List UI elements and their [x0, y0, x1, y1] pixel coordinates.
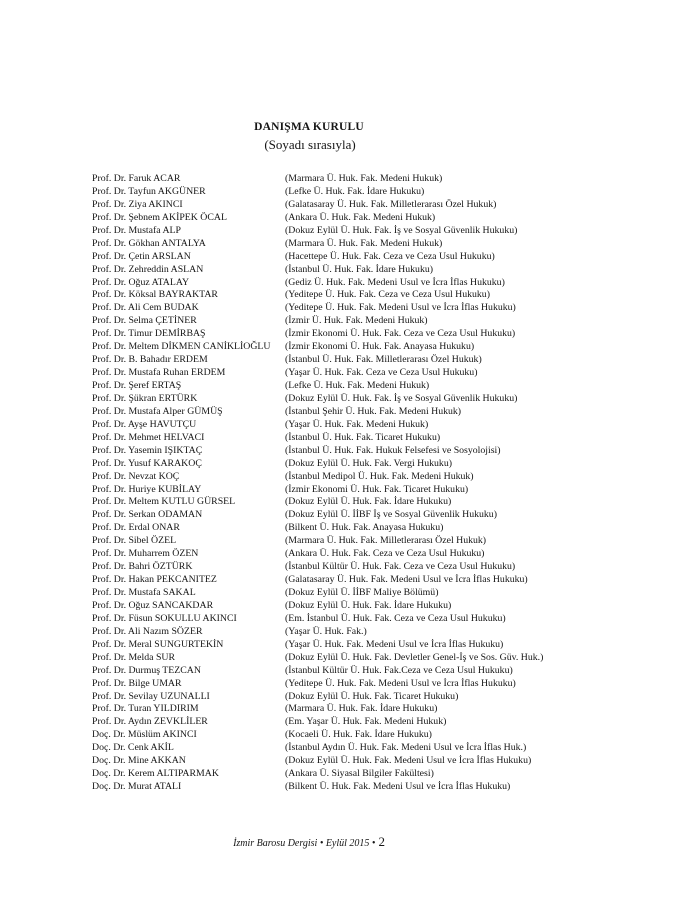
member-name: Prof. Dr. Mehmet HELVACI: [92, 431, 205, 443]
member-name: Prof. Dr. Ziya AKINCI: [92, 198, 183, 210]
member-name: Prof. Dr. Mustafa SAKAL: [92, 587, 196, 598]
member-name: Prof. Dr. Oğuz ATALAY: [92, 276, 190, 288]
member-name: Prof. Dr. Şükran ERTÜRK: [92, 392, 198, 404]
member-name: Doç. Dr. Müslüm AKINCI: [92, 729, 197, 741]
member-name: Prof. Dr. Aydın ZEVKLİLER: [92, 716, 208, 728]
member-name: Prof. Dr. Meral SUNGURTEKİN: [92, 638, 224, 650]
member-row: [92, 419, 552, 432]
member-row: [92, 703, 552, 716]
member-row: [92, 186, 552, 199]
member-name: Prof. Dr. Meltem KUTLU GÜRSEL: [92, 496, 236, 508]
member-name: Prof. Dr. Bahri ÖZTÜRK: [92, 561, 193, 573]
member-affiliation: (Hacettepe Ü. Huk. Fak. Ceza ve Ceza Usul Hukuku): [285, 250, 495, 262]
member-affiliation: (Dokuz Eylül Ü. İİBF İş ve Sosyal Güvenlik Hukuku): [285, 509, 497, 521]
member-name: Prof. Dr. Mustafa ALP: [92, 224, 181, 236]
member-row: [92, 458, 552, 471]
member-affiliation: (Dokuz Eylül Ü. Huk. Fak. İş ve Sosyal Güvenlik Hukuku): [285, 392, 518, 404]
member-name: Prof. Dr. Erdal ONAR: [92, 522, 180, 534]
member-name: Prof. Dr. Zehreddin ASLAN: [92, 263, 204, 275]
member-affiliation: (İzmir Ü. Huk. Fak. Medeni Hukuk): [285, 315, 428, 327]
member-row: [92, 341, 552, 354]
member-affiliation: (Ankara Ü. Siyasal Bilgiler Fakültesi): [285, 768, 434, 780]
member-row: [92, 626, 552, 639]
member-row: [92, 445, 552, 458]
member-name: Prof. Dr. Şeref ERTAŞ: [92, 380, 182, 391]
member-row: [92, 665, 552, 678]
member-row: [92, 225, 552, 238]
page-number: 2: [378, 834, 385, 849]
member-name: Prof. Dr. Mustafa Ruhan ERDEM: [92, 367, 226, 379]
member-name: Prof. Dr. Çetin ARSLAN: [92, 250, 191, 262]
member-affiliation: (İzmir Ekonomi Ü. Huk. Fak. Ceza ve Ceza Usul Hukuku): [285, 328, 516, 340]
member-affiliation: (İstanbul Medipol Ü. Huk. Fak. Medeni Hukuk): [285, 470, 474, 482]
member-affiliation: (Marmara Ü. Huk. Fak. Milletlerarası Özel Hukuk): [285, 535, 487, 547]
member-row: [92, 354, 552, 367]
member-affiliation: (Dokuz Eylül Ü. Huk. Fak. Medeni Usul ve İcra İflas Hukuku): [285, 755, 532, 767]
member-row: [92, 716, 552, 729]
member-name: Prof. Dr. Tayfun AKGÜNER: [92, 185, 206, 197]
member-row: [92, 691, 552, 704]
member-affiliation: (İstanbul Kültür Ü. Huk. Fak.Ceza ve Ceza Usul Hukuku): [285, 664, 513, 676]
member-row: [92, 574, 552, 587]
member-affiliation: (Yeditepe Ü. Huk. Fak. Medeni Usul ve İcra İflas Hukuku): [285, 677, 516, 689]
member-affiliation: (Galatasaray Ü. Huk. Fak. Milletlerarası Özel Hukuk): [285, 198, 497, 210]
member-name: Prof. Dr. Muharrem ÖZEN: [92, 548, 199, 560]
member-name: Prof. Dr. Yusuf KARAKOÇ: [92, 457, 202, 469]
member-row: [92, 264, 552, 277]
member-name: Prof. Dr. Nevzat KOÇ: [92, 470, 180, 482]
member-name: Prof. Dr. Bilge UMAR: [92, 677, 182, 689]
member-name: Doç. Dr. Murat ATALI: [92, 781, 182, 793]
member-affiliation: (Dokuz Eylül Ü. Huk. Fak. Devletler Genel-İş ve Sos. Güv. Huk.): [285, 651, 544, 663]
member-name: Prof. Dr. Turan YILDIRIM: [92, 703, 199, 715]
member-affiliation: (Kocaeli Ü. Huk. Fak. İdare Hukuku): [285, 729, 432, 741]
member-affiliation: (Marmara Ü. Huk. Fak. Medeni Hukuk): [285, 173, 443, 184]
member-name: Prof. Dr. Ali Cem BUDAK: [92, 302, 199, 314]
member-name: Prof. Dr. Faruk ACAR: [92, 173, 181, 184]
member-affiliation: (Bilkent Ü. Huk. Fak. Anayasa Hukuku): [285, 522, 444, 534]
member-affiliation: (Bilkent Ü. Huk. Fak. Medeni Usul ve İcra İflas Hukuku): [285, 781, 511, 793]
member-row: [92, 406, 552, 419]
member-name: Prof. Dr. Oğuz SANCAKDAR: [92, 599, 214, 611]
member-row: [92, 522, 552, 535]
member-name: Doç. Dr. Cenk AKİL: [92, 742, 174, 754]
member-row: [92, 652, 552, 665]
member-row: [92, 768, 552, 781]
member-row: [92, 380, 552, 393]
member-name: Prof. Dr. Timur DEMİRBAŞ: [92, 328, 206, 340]
member-row: [92, 238, 552, 251]
member-affiliation: (İstanbul Ü. Huk. Fak. İdare Hukuku): [285, 263, 434, 275]
member-affiliation: (Ankara Ü. Huk. Fak. Medeni Hukuk): [285, 211, 436, 223]
member-affiliation: (Dokuz Eylül Ü. İİBF Maliye Bölümü): [285, 587, 439, 598]
member-name: Prof. Dr. Ayşe HAVUTÇU: [92, 418, 197, 430]
member-row: [92, 328, 552, 341]
member-list: [92, 173, 552, 794]
member-name: Prof. Dr. Selma ÇETİNER: [92, 315, 197, 327]
member-row: [92, 639, 552, 652]
member-row: [92, 251, 552, 264]
member-affiliation: (Dokuz Eylül Ü. Huk. Fak. İdare Hukuku): [285, 599, 452, 611]
member-row: [92, 432, 552, 445]
member-affiliation: (Yeditepe Ü. Huk. Fak. Ceza ve Ceza Usul Hukuku): [285, 289, 490, 301]
member-row: [92, 471, 552, 484]
page-footer: [180, 833, 438, 851]
member-affiliation: (İstanbul Aydın Ü. Huk. Fak. Medeni Usul ve İcra İflas Huk.): [285, 742, 527, 754]
member-affiliation: (Dokuz Eylül Ü. Huk. Fak. İş ve Sosyal Güvenlik Hukuku): [285, 224, 518, 236]
member-row: [92, 678, 552, 691]
page-title: DANIŞMA KURULU: [254, 121, 364, 133]
member-row: [92, 367, 552, 380]
member-name: Prof. Dr. Hakan PEKCANITEZ: [92, 574, 217, 586]
member-affiliation: (İstanbul Kültür Ü. Huk. Fak. Ceza ve Ceza Usul Hukuku): [285, 561, 516, 573]
member-row: [92, 289, 552, 302]
member-name: Prof. Dr. Sibel ÖZEL: [92, 535, 177, 547]
member-affiliation: (Yeditepe Ü. Huk. Fak. Medeni Usul ve İcra İflas Hukuku): [285, 302, 516, 314]
member-row: [92, 496, 552, 509]
member-name: Prof. Dr. Şebnem AKİPEK ÖCAL: [92, 211, 227, 223]
member-affiliation: (Lefke Ü. Huk. Fak. Medeni Hukuk): [285, 380, 430, 391]
member-affiliation: (İzmir Ekonomi Ü. Huk. Fak. Ticaret Hukuku): [285, 483, 469, 495]
member-affiliation: (Em. Yaşar Ü. Huk. Fak. Medeni Hukuk): [285, 716, 447, 728]
member-affiliation: (Em. İstanbul Ü. Huk. Fak. Ceza ve Ceza Usul Hukuku): [285, 612, 506, 624]
member-name: Prof. Dr. Yasemin IŞIKTAÇ: [92, 444, 203, 456]
member-row: [92, 484, 552, 497]
member-row: [92, 212, 552, 225]
member-row: [92, 561, 552, 574]
member-affiliation: (Yaşar Ü. Huk. Fak.): [285, 625, 367, 637]
member-row: [92, 393, 552, 406]
member-affiliation: (İstanbul Ü. Huk. Fak. Milletlerarası Özel Hukuk): [285, 354, 482, 366]
member-name: Prof. Dr. B. Bahadır ERDEM: [92, 354, 208, 366]
member-affiliation: (Dokuz Eylül Ü. Huk. Fak. Ticaret Hukuku): [285, 690, 459, 702]
member-affiliation: (Lefke Ü. Huk. Fak. İdare Hukuku): [285, 185, 425, 197]
member-row: [92, 277, 552, 290]
member-name: Prof. Dr. Köksal BAYRAKTAR: [92, 289, 218, 301]
member-affiliation: (Yaşar Ü. Huk. Fak. Medeni Usul ve İcra İflas Hukuku): [285, 638, 504, 650]
member-row: [92, 315, 552, 328]
member-affiliation: (Dokuz Eylül Ü. Huk. Fak. Vergi Hukuku): [285, 457, 452, 469]
member-affiliation: (İstanbul Ü. Huk. Fak. Hukuk Felsefesi ve Sosyolojisi): [285, 444, 501, 456]
member-row: [92, 781, 552, 794]
member-name: Doç. Dr. Kerem ALTIPARMAK: [92, 768, 219, 780]
member-row: [92, 173, 552, 186]
member-name: Prof. Dr. Füsun SOKULLU AKINCI: [92, 612, 237, 624]
member-affiliation: (Gediz Ü. Huk. Fak. Medeni Usul ve İcra İflas Hukuku): [285, 276, 505, 288]
member-row: [92, 729, 552, 742]
member-row: [92, 548, 552, 561]
member-name: Prof. Dr. Meltem DİKMEN CANİKLİOĞLU: [92, 341, 271, 353]
member-affiliation: (Galatasaray Ü. Huk. Fak. Medeni Usul ve İcra İflas Hukuku): [285, 574, 528, 586]
member-name: Prof. Dr. Huriye KUBİLAY: [92, 483, 202, 495]
member-row: [92, 535, 552, 548]
member-affiliation: (Marmara Ü. Huk. Fak. İdare Hukuku): [285, 703, 438, 715]
member-name: Prof. Dr. Serkan ODAMAN: [92, 509, 203, 521]
member-affiliation: (Dokuz Eylül Ü. Huk. Fak. İdare Hukuku): [285, 496, 452, 508]
member-name: Prof. Dr. Ali Nazım SÖZER: [92, 625, 203, 637]
member-row: [92, 755, 552, 768]
member-name: Prof. Dr. Melda SUR: [92, 651, 176, 663]
member-affiliation: (İzmir Ekonomi Ü. Huk. Fak. Anayasa Hukuku): [285, 341, 475, 353]
member-name: Prof. Dr. Sevilay UZUNALLI: [92, 690, 210, 702]
member-affiliation: (İstanbul Şehir Ü. Huk. Fak. Medeni Hukuk): [285, 405, 462, 417]
member-name: Doç. Dr. Mine AKKAN: [92, 755, 186, 767]
member-row: [92, 600, 552, 613]
member-row: [92, 742, 552, 755]
member-affiliation: (Yaşar Ü. Huk. Fak. Ceza ve Ceza Usul Hukuku): [285, 367, 478, 379]
member-affiliation: (Marmara Ü. Huk. Fak. Medeni Hukuk): [285, 237, 443, 249]
page-subtitle: (Soyadı sırasıyla): [264, 137, 356, 152]
member-row: [92, 509, 552, 522]
member-name: Prof. Dr. Mustafa Alper GÜMÜŞ: [92, 405, 223, 417]
member-affiliation: (Ankara Ü. Huk. Fak. Ceza ve Ceza Usul Hukuku): [285, 548, 485, 560]
footer-journal-info: İzmir Barosu Dergisi • Eylül 2015 •: [233, 838, 376, 849]
member-row: [92, 613, 552, 626]
member-row: [92, 199, 552, 212]
member-affiliation: (Yaşar Ü. Huk. Fak. Medeni Hukuk): [285, 418, 429, 430]
member-name: Prof. Dr. Durmuş TEZCAN: [92, 664, 201, 676]
member-name: Prof. Dr. Gökhan ANTALYA: [92, 237, 206, 249]
member-affiliation: (İstanbul Ü. Huk. Fak. Ticaret Hukuku): [285, 431, 441, 443]
member-row: [92, 587, 552, 600]
member-row: [92, 302, 552, 315]
